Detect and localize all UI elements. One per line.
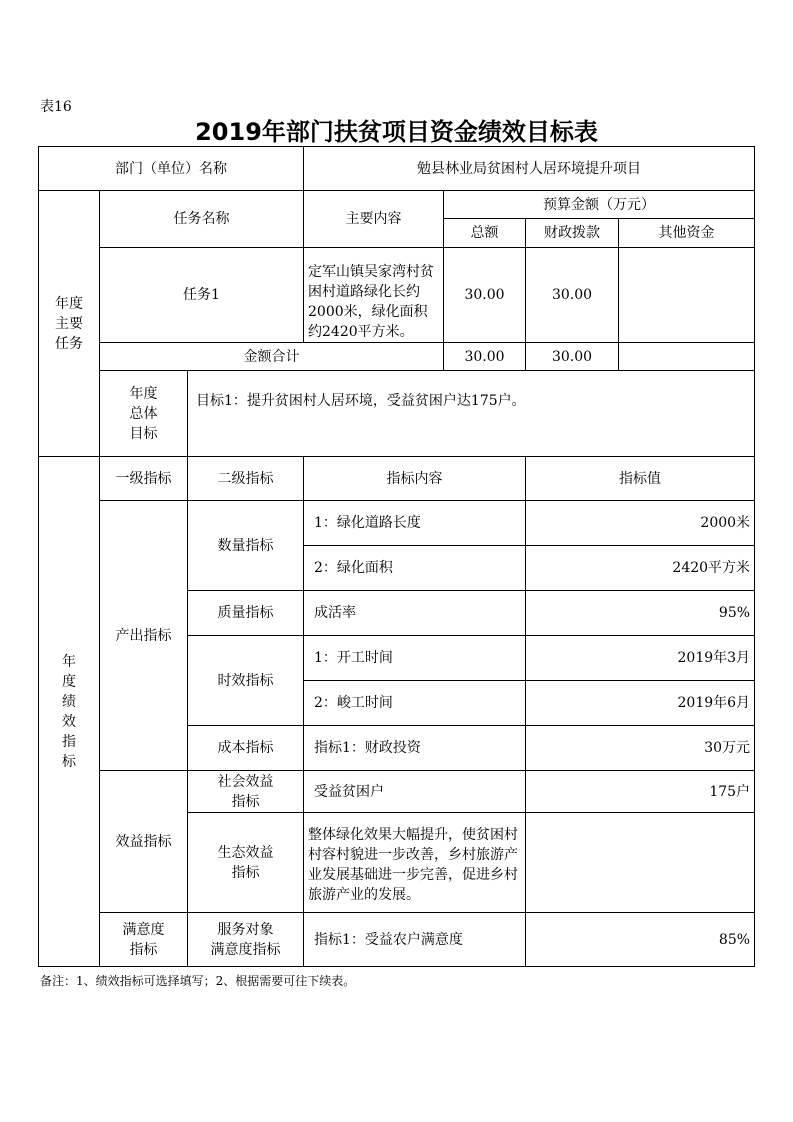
- task-other: [619, 248, 755, 343]
- eco-benefit-label: 生态效益 指标: [188, 813, 304, 913]
- satisfaction-indicator-label: 满意度 指标: [100, 913, 188, 967]
- quantity-indicator-label: 数量指标: [188, 501, 304, 591]
- dept-label: 部门（单位）名称: [39, 147, 304, 191]
- task-section-label: 年度 主要 任务: [39, 191, 100, 457]
- task-fiscal: 30.00: [526, 248, 619, 343]
- perf-section-label: 年 度 绩 效 指 标: [39, 457, 100, 967]
- performance-target-table: [38, 146, 755, 967]
- col-other: 其他资金: [619, 219, 755, 248]
- quality-indicator-label: 质量指标: [188, 591, 304, 636]
- col-fiscal: 财政拨款: [526, 219, 619, 248]
- indicator-value: 85%: [526, 913, 755, 967]
- indicator-content: 成活率: [304, 591, 526, 636]
- indicator-content: 1：绿化道路长度: [304, 501, 526, 546]
- indicator-value: 95%: [526, 591, 755, 636]
- col-level2: 二级指标: [188, 457, 304, 501]
- indicator-value: 2000米: [526, 501, 755, 546]
- timeliness-indicator-label: 时效指标: [188, 636, 304, 726]
- cost-indicator-label: 成本指标: [188, 726, 304, 771]
- service-satisfaction-label: 服务对象 满意度指标: [188, 913, 304, 967]
- indicator-value: [526, 813, 755, 913]
- indicator-content: 2：峻工时间: [304, 681, 526, 726]
- page-title: 2019年部门扶贫项目资金绩效目标表: [195, 118, 598, 146]
- col-level1: 一级指标: [100, 457, 188, 501]
- dept-value: 勉县林业局贫困村人居环境提升项目: [304, 147, 755, 191]
- indicator-content: 整体绿化效果大幅提升，使贫困村村容村貌进一步改善，乡村旅游产业发展基础进一步完善，促进乡村旅游产业的发展。: [304, 813, 526, 913]
- indicator-content: 指标1：财政投资: [304, 726, 526, 771]
- task-name: 任务1: [100, 248, 304, 343]
- indicator-value: 2420平方米: [526, 546, 755, 591]
- sum-label: 金额合计: [100, 343, 444, 371]
- task-content: 定军山镇吴家湾村贫困村道路绿化长约2000米，绿化面积约2420平方米。: [304, 248, 444, 343]
- indicator-value: 2019年6月: [526, 681, 755, 726]
- sum-total: 30.00: [444, 343, 526, 371]
- col-indicator-value: 指标值: [526, 457, 755, 501]
- col-task-name: 任务名称: [100, 191, 304, 248]
- indicator-content: 1：开工时间: [304, 636, 526, 681]
- col-main-content: 主要内容: [304, 191, 444, 248]
- output-indicator-label: 产出指标: [100, 501, 188, 771]
- col-indicator-content: 指标内容: [304, 457, 526, 501]
- indicator-content: 指标1：受益农户满意度: [304, 913, 526, 967]
- table-number: 表16: [40, 99, 72, 115]
- goal-text: 目标1：提升贫困村人居环境，受益贫困户达175户。: [188, 371, 755, 457]
- col-budget: 预算金额（万元）: [444, 191, 755, 219]
- sum-other: [619, 343, 755, 371]
- col-total: 总额: [444, 219, 526, 248]
- sum-fiscal: 30.00: [526, 343, 619, 371]
- indicator-value: 175户: [526, 771, 755, 813]
- social-benefit-label: 社会效益 指标: [188, 771, 304, 813]
- indicator-value: 30万元: [526, 726, 755, 771]
- indicator-content: 受益贫困户: [304, 771, 526, 813]
- task-total: 30.00: [444, 248, 526, 343]
- goal-section-label: 年度 总体 目标: [100, 371, 188, 457]
- footnote: 备注：1、绩效指标可选择填写；2、根据需要可往下续表。: [40, 974, 356, 988]
- indicator-content: 2：绿化面积: [304, 546, 526, 591]
- benefit-indicator-label: 效益指标: [100, 771, 188, 913]
- indicator-value: 2019年3月: [526, 636, 755, 681]
